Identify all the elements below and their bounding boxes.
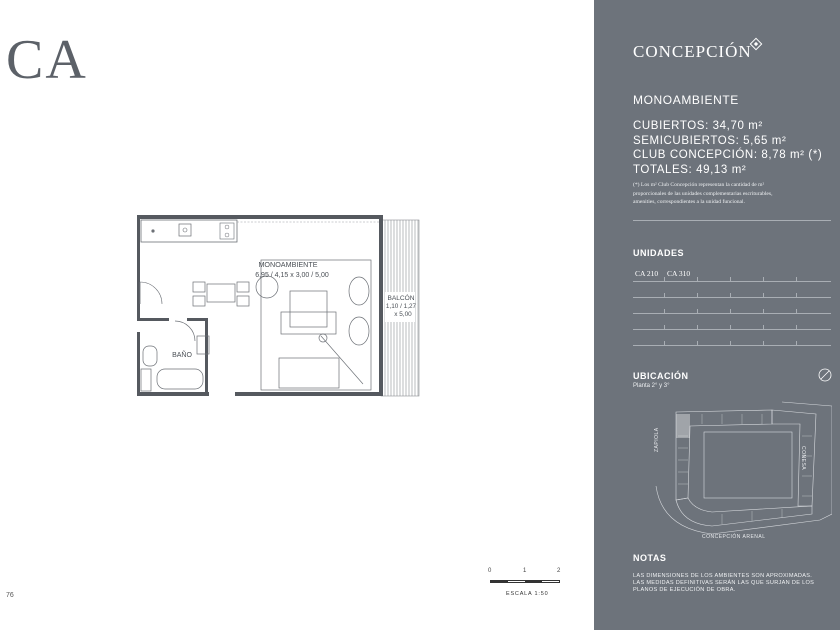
sink [179,224,191,236]
balcony-dims-label-2: x 5,00 [394,311,412,318]
floor-plan [135,212,421,398]
scale-label: ESCALA 1:50 [506,591,549,597]
scale-bar-graphic [490,580,560,583]
unit-type: MONOAMBIENTE [633,93,739,107]
page-number: 76 [6,592,14,599]
street-bottom: CONCEPCIÓN ARENAL [702,534,766,540]
balcony-dims-label-1: 1,10 / 1,27 [385,303,417,310]
units-row [633,314,831,330]
divider [633,220,831,221]
units-title: UNIDADES [633,248,685,258]
area-covered: CUBIERTOS: 34,70 m² [633,120,763,132]
room-dims-label: 6,95 / 4,15 x 3,00 / 5,00 [255,272,329,279]
info-panel [594,0,840,630]
area-club: CLUB CONCEPCIÓN: 8,78 m² (*) [633,149,823,161]
scale-tick-0: 0 [488,568,492,574]
unit-code: CA [6,29,88,91]
stove [220,223,234,239]
kitchen-counter [141,220,237,242]
entry-door [140,282,162,304]
area-list [633,119,822,177]
units-row [633,330,831,346]
unit-location-highlight [676,414,690,438]
units-table [633,266,831,346]
units-row [633,282,831,298]
street-right: CONESA [800,446,806,471]
area-footnote: (*) Los m² Club Concepción representan la cantidad de m² proporcionales de las unidades complementarias escriturables, amenities, correspondientes a la unidad funcional. [633,182,773,205]
bath-name-label: BAÑO [172,352,192,359]
area-semicovered: SEMICUBIERTOS: 5,65 m² [633,134,787,147]
compass-icon [818,368,832,382]
units-row [633,266,831,282]
scale-bar [488,568,568,604]
brand-logo-text: CONCEPCIÓN [633,42,752,61]
scale-tick-1: 1 [523,568,527,574]
balcony-name-label: BALCÓN [387,295,415,302]
location-title: UBICACIÓN [633,371,689,381]
dining-set [193,282,249,306]
units-row [633,298,831,314]
living-furniture [256,260,371,390]
unit-cell: CA 210 [635,269,659,278]
location-floor: Planta 2° y 3° [633,383,670,389]
room-name-label: MONOAMBIENTE [258,260,318,269]
area-total: TOTALES: 49,13 m² [633,163,747,176]
unit-cell: CA 310 [667,269,691,278]
street-left: ZAPIOLA [654,427,660,452]
diamond-logo-icon [749,37,763,51]
scale-tick-2: 2 [557,568,561,574]
notes-title: NOTAS [633,553,667,563]
notes-text: LAS DIMENSIONES DE LOS AMBIENTES SON APROXIMADAS. LAS MEDIDAS DEFINITIVAS SERÁN LAS QUE SURJAN DE LOS PLANOS DE EJECUCIÓN DE OBRA. [633,573,815,593]
